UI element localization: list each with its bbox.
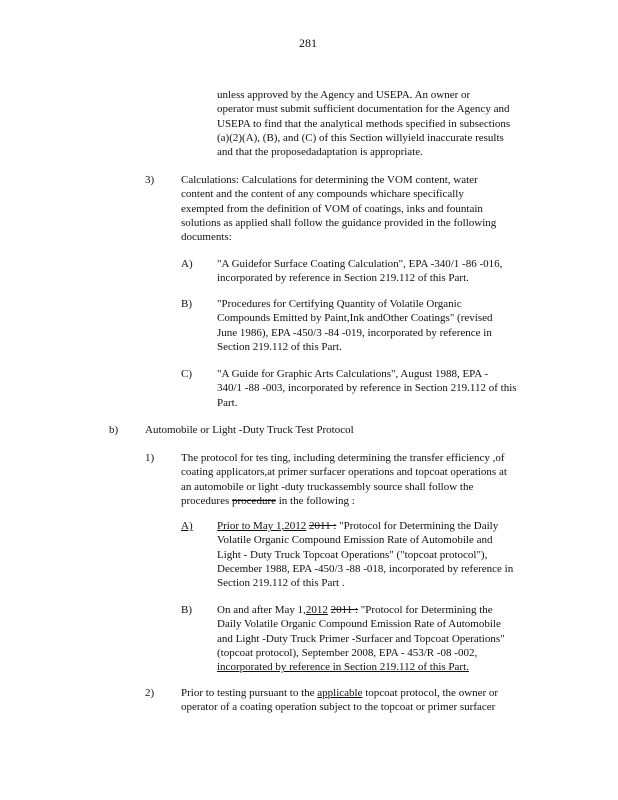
item-3-label: 3) bbox=[145, 174, 155, 186]
text-line: Volatile Organic Compound Emission Rate of Automobile and bbox=[217, 534, 493, 547]
item-3-paragraph bbox=[181, 173, 496, 244]
text-line bbox=[217, 603, 505, 617]
text-line: The protocol for tes ting, including determining the transfer efficiency ,of bbox=[181, 452, 505, 464]
item-3a-label: A) bbox=[181, 258, 193, 270]
item-3c-paragraph bbox=[217, 367, 517, 410]
item-3b-paragraph bbox=[217, 297, 492, 354]
text-line bbox=[181, 686, 498, 700]
text-line: solutions as applied shall follow the guidance provided in the following bbox=[181, 216, 497, 229]
text-line: Light - Duty Truck Topcoat Operations" ("topcoat protocol"), bbox=[217, 548, 488, 561]
text-line: June 1986), EPA -450/3 -84 -019, incorporated by reference in bbox=[217, 326, 492, 339]
text-line: 340/1 -88 -003, incorporated by reference in Section 219.112 of this bbox=[217, 382, 517, 395]
item-3a-paragraph bbox=[217, 257, 502, 286]
intro-continuation-paragraph bbox=[217, 88, 510, 159]
text-line bbox=[181, 494, 507, 508]
text-line: content and the content of any compounds whichare specifically bbox=[181, 188, 464, 201]
text-segment: On and after May 1, bbox=[217, 604, 306, 616]
text-line: incorporated by reference in Section 219.112 of this Part. bbox=[217, 272, 469, 285]
text-line: (a)(2)(A), (B), and (C) of this Section willyield inaccurate results bbox=[217, 131, 504, 144]
text-segment: in the following : bbox=[278, 494, 355, 507]
item-b1b-label: B) bbox=[181, 604, 192, 616]
text-line: Section 219.112 of this Part . bbox=[217, 577, 345, 590]
text-line: (topcoat protocol), September 2008, EPA - 453/R -08 -002, bbox=[217, 646, 478, 659]
text-line: operator must submit sufficient documentation for the Agency and bbox=[217, 103, 510, 116]
item-b2-label: 2) bbox=[145, 687, 155, 699]
section-b-label: b) bbox=[109, 424, 119, 436]
text-line: documents: bbox=[181, 231, 232, 244]
text-line: Section 219.112 of this Part. bbox=[217, 340, 342, 353]
text-line: operator of a coating operation subject to the topcoat or primer surfacer bbox=[181, 701, 496, 714]
underlined-text: 2012 bbox=[305, 604, 328, 616]
underlined-text: Prior to May 1,2012 bbox=[217, 520, 307, 532]
text-line: "A Guide for Graphic Arts Calculations", August 1988, EPA - bbox=[217, 368, 489, 380]
text-line: and that the proposedadaptation is appropriate. bbox=[217, 146, 423, 159]
text-line: coating applicators,at primer surfacer operations and topcoat operations at bbox=[181, 466, 507, 479]
text-segment: "Protocol for Determining the bbox=[360, 604, 493, 616]
item-3b-label: B) bbox=[181, 298, 192, 310]
text-segment: Prior to testing pursuant to the bbox=[181, 687, 315, 699]
item-b1b-paragraph bbox=[217, 603, 505, 674]
item-b1-paragraph bbox=[181, 451, 507, 508]
underlined-text: applicable bbox=[317, 687, 363, 699]
text-line: unless approved by the Agency and USEPA. An owner or bbox=[217, 89, 471, 101]
struck-text: 2011 : bbox=[308, 520, 337, 532]
text-line: an automobile or light -duty truckassembly source shall follow the bbox=[181, 480, 474, 493]
text-line: exempted from the definition of VOM of coatings, inks and fountain bbox=[181, 202, 483, 215]
item-3c-label: C) bbox=[181, 368, 192, 380]
item-b1a-paragraph bbox=[217, 519, 513, 590]
section-b-title: Automobile or Light -Duty Truck Test Protocol bbox=[145, 424, 354, 436]
text-line bbox=[217, 519, 513, 533]
struck-text: 2011 : bbox=[330, 604, 359, 616]
text-line: and Light -Duty Truck Primer -Surfacer and Topcoat Operations" bbox=[217, 632, 505, 645]
struck-text: procedure bbox=[232, 494, 276, 507]
text-segment: topcoat protocol, the owner or bbox=[365, 687, 499, 699]
item-b1a-label: A) bbox=[181, 520, 193, 532]
item-b2-paragraph bbox=[181, 686, 498, 715]
text-line: Part. bbox=[217, 396, 238, 409]
item-b1-label: 1) bbox=[145, 452, 155, 464]
text-line: "A Guidefor Surface Coating Calculation", EPA -340/1 -86 -016, bbox=[217, 258, 503, 270]
text-line: Calculations: Calculations for determining the VOM content, water bbox=[181, 174, 478, 186]
text-line: incorporated by reference in Section 219.112 of this Part. bbox=[217, 661, 469, 674]
text-line: USEPA to find that the analytical methods specified in subsections bbox=[217, 117, 511, 130]
text-line: "Procedures for Certifying Quantity of Volatile Organic bbox=[217, 298, 462, 310]
text-segment: procedures bbox=[181, 494, 230, 507]
page-number: 281 bbox=[299, 36, 317, 50]
text-line: Daily Volatile Organic Compound Emission Rate of Automobile bbox=[217, 618, 501, 631]
text-line: Compounds Emitted by Paint,Ink andOther Coatings" (revised bbox=[217, 312, 493, 325]
text-segment: "Protocol for Determining the Daily bbox=[339, 520, 499, 532]
text-line: December 1988, EPA -450/3 -88 -018, incorporated by reference in bbox=[217, 562, 514, 575]
